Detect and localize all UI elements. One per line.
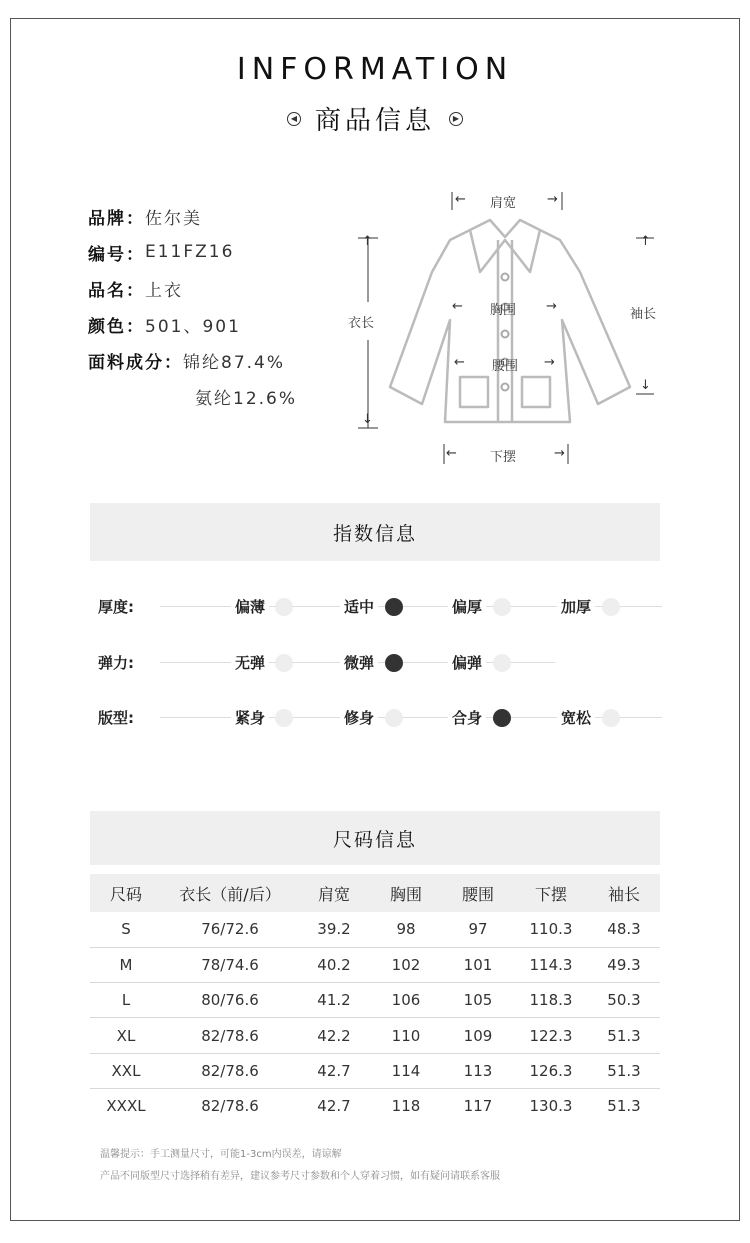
table-row (90, 1018, 660, 1053)
fit-option-3: 宽松 (557, 706, 595, 730)
length-down-arrow: ↓ (362, 412, 373, 427)
note-line-2: 产品不同版型尺寸选择稍有差异，建议参考尺寸参数和个人穿着习惯，如有疑问请联系客服 (100, 1171, 500, 1182)
cell-chest: 106 (370, 983, 442, 1018)
brand-value: 佐尔美 (145, 208, 202, 229)
cell-hem: 110.3 (514, 912, 588, 947)
cell-length: 76/72.6 (162, 912, 298, 947)
name-row (88, 270, 297, 306)
header-chest: 胸围 (370, 874, 442, 912)
table-row (90, 983, 660, 1018)
code-row (88, 234, 297, 270)
material-value-1: 锦纶87.4% (183, 352, 286, 373)
note-line-1: 温馨提示：手工测量尺寸，可能1-3cm内误差，请谅解 (100, 1149, 342, 1160)
cell-chest: 114 (370, 1053, 442, 1088)
cell-sleeve: 51.3 (588, 1053, 660, 1088)
thickness-row (98, 595, 668, 619)
thickness-option-2: 偏厚 (448, 595, 486, 619)
cell-size: S (90, 912, 162, 947)
jacket-measurement-diagram (340, 182, 680, 472)
cell-waist: 105 (442, 983, 514, 1018)
cell-hem: 130.3 (529, 1097, 573, 1116)
cell-size: XXL (90, 1053, 162, 1088)
sleeve-label: 袖长 (630, 307, 657, 322)
cell-sleeve: 49.3 (588, 947, 660, 982)
elasticity-option-1: 微弹 (340, 651, 378, 675)
size-table-header (90, 874, 660, 912)
header-sleeve: 袖长 (588, 874, 660, 912)
cell-shoulder: 41.2 (298, 983, 370, 1018)
hem-left-arrow: ← (446, 446, 457, 461)
cell-sleeve: 51.3 (607, 1097, 641, 1116)
elasticity-dot-2 (493, 654, 511, 672)
right-arrow-icon: ▶ (449, 112, 463, 126)
header-hem: 下摆 (514, 874, 588, 912)
cell-length: 80/76.6 (162, 983, 298, 1018)
jacket-sketch (340, 182, 680, 472)
cell-sleeve: 51.3 (588, 1018, 660, 1053)
size-table (90, 874, 660, 1124)
table-row (90, 1088, 660, 1123)
brand-row (88, 198, 297, 234)
cell-length: 82/78.6 (162, 1018, 298, 1053)
shoulder-label: 肩宽 (490, 196, 517, 211)
hem-right-arrow: → (554, 446, 565, 461)
cell-hem: 118.3 (514, 983, 588, 1018)
fit-row (98, 706, 668, 730)
title-cn: 商品信息 (314, 106, 435, 136)
cell-hem: 114.3 (514, 947, 588, 982)
material-label: 面料成分： (88, 352, 183, 373)
material-row-2 (88, 378, 297, 414)
cell-waist: 101 (442, 947, 514, 982)
elasticity-row (98, 651, 668, 675)
header-size: 尺码 (90, 874, 162, 912)
left-arrow-icon: ◀ (287, 112, 301, 126)
length-label: 衣长 (348, 316, 375, 331)
shoulder-left-arrow: ← (455, 192, 466, 207)
cell-chest: 118 (391, 1097, 421, 1116)
cell-shoulder: 39.2 (298, 912, 370, 947)
elasticity-dot-0 (275, 654, 293, 672)
thickness-option-1: 适中 (340, 595, 378, 619)
sleeve-up-arrow: ↑ (640, 234, 651, 249)
cell-waist: 109 (442, 1018, 514, 1053)
fit-option-0: 紧身 (231, 706, 269, 730)
cell-chest: 98 (370, 912, 442, 947)
chest-label: 胸围 (490, 303, 517, 318)
material-row (88, 342, 297, 378)
product-info (88, 198, 297, 414)
fit-label: 版型: (98, 709, 134, 727)
cell-size: L (90, 983, 162, 1018)
table-row (90, 1053, 660, 1088)
cell-size: XL (90, 1018, 162, 1053)
thickness-dot-1 (385, 598, 403, 616)
fit-option-2: 合身 (448, 706, 486, 730)
chest-left-arrow: ← (452, 299, 463, 314)
cell-hem: 126.3 (514, 1053, 588, 1088)
elasticity-label: 弹力: (98, 654, 134, 672)
name-label: 品名： (88, 280, 145, 301)
waist-label: 腰围 (492, 359, 519, 374)
table-row (90, 912, 660, 947)
thickness-label: 厚度: (98, 598, 134, 616)
cell-shoulder: 42.7 (317, 1097, 351, 1116)
cell-shoulder: 42.7 (298, 1053, 370, 1088)
code-label: 编号： (88, 244, 145, 265)
color-value: 501、901 (145, 316, 241, 337)
cell-length: 82/78.6 (162, 1053, 298, 1088)
elasticity-option-0: 无弹 (231, 651, 269, 675)
thickness-dot-2 (493, 598, 511, 616)
cell-waist: 117 (463, 1097, 493, 1116)
hem-label: 下摆 (490, 450, 517, 465)
title-en: INFORMATION (236, 52, 514, 87)
elasticity-option-2: 偏弹 (448, 651, 486, 675)
fit-dot-3 (602, 709, 620, 727)
table-row (90, 947, 660, 982)
sleeve-down-arrow: ↓ (640, 378, 651, 393)
cell-shoulder: 40.2 (298, 947, 370, 982)
cell-length: 78/74.6 (162, 947, 298, 982)
cell-chest: 110 (370, 1018, 442, 1053)
header-waist: 腰围 (442, 874, 514, 912)
header-length: 衣长（前/后） (162, 874, 298, 912)
fit-dot-2 (493, 709, 511, 727)
cell-waist: 97 (442, 912, 514, 947)
cell-waist: 113 (442, 1053, 514, 1088)
shoulder-right-arrow: → (547, 192, 558, 207)
cell-size: XXXL (106, 1097, 146, 1116)
cell-sleeve: 48.3 (588, 912, 660, 947)
cell-sleeve: 50.3 (588, 983, 660, 1018)
fit-dot-0 (275, 709, 293, 727)
waist-right-arrow: → (544, 355, 555, 370)
title-cn-row (0, 100, 750, 137)
header-shoulder: 肩宽 (298, 874, 370, 912)
thickness-dot-0 (275, 598, 293, 616)
elasticity-dot-1 (385, 654, 403, 672)
index-section-title: 指数信息 (90, 503, 660, 561)
cell-shoulder: 42.2 (298, 1018, 370, 1053)
code-value: E11FZ16 (145, 242, 235, 262)
cell-chest: 102 (370, 947, 442, 982)
waist-left-arrow: ← (454, 355, 465, 370)
thickness-option-0: 偏薄 (231, 595, 269, 619)
thickness-option-3: 加厚 (557, 595, 595, 619)
fit-dot-1 (385, 709, 403, 727)
cell-hem: 122.3 (514, 1018, 588, 1053)
size-section-title: 尺码信息 (90, 811, 660, 865)
color-row (88, 306, 297, 342)
cell-size: M (90, 947, 162, 982)
fit-option-1: 修身 (340, 706, 378, 730)
brand-label: 品牌： (88, 208, 145, 229)
name-value: 上衣 (145, 280, 183, 301)
thickness-dot-3 (602, 598, 620, 616)
material-value-2: 氨纶12.6% (195, 388, 298, 409)
chest-right-arrow: → (546, 299, 557, 314)
length-up-arrow: ↑ (362, 234, 373, 249)
color-label: 颜色： (88, 316, 145, 337)
cell-length: 82/78.6 (201, 1097, 259, 1116)
